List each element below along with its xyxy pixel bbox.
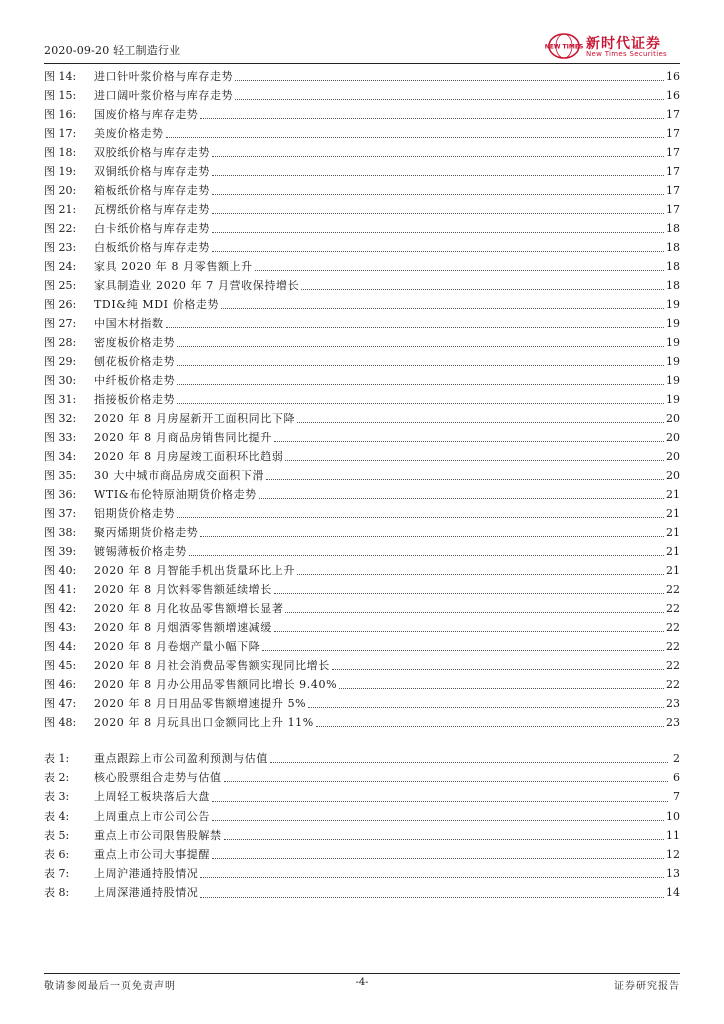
leader-dots	[274, 630, 664, 632]
figure-entry-label: 图 31:	[44, 393, 77, 406]
leader-dots	[177, 516, 664, 518]
page-footer	[44, 977, 680, 993]
leader-dots	[177, 364, 664, 366]
table-entry-label: 表 1:	[44, 752, 70, 765]
figure-entry-title: 白板纸价格与库存走势	[94, 241, 210, 254]
figure-entry-title: 白卡纸价格与库存走势	[94, 222, 210, 235]
figure-entry[interactable]	[44, 314, 680, 333]
figure-entry-page: 17	[666, 146, 680, 159]
leader-dots	[235, 98, 664, 100]
table-entry[interactable]	[44, 807, 680, 826]
leader-dots	[212, 193, 664, 195]
figure-entry[interactable]	[44, 485, 680, 504]
figure-entry[interactable]	[44, 618, 680, 637]
figure-entry[interactable]	[44, 162, 680, 181]
figure-entry-label: 图 25:	[44, 279, 77, 292]
figure-entry-page: 22	[666, 602, 680, 615]
table-entry-title: 上周深港通持股情况	[94, 886, 199, 900]
figure-entry-label: 图 45:	[44, 659, 77, 672]
leader-dots	[255, 269, 664, 271]
leader-dots	[212, 155, 664, 157]
brand-name-cn: 新时代证券	[586, 36, 661, 52]
leader-dots	[270, 761, 668, 763]
figure-entry-label: 图 22:	[44, 222, 77, 235]
figure-entry-title: 双胶纸价格与库存走势	[94, 146, 210, 159]
leader-dots	[224, 838, 664, 840]
table-entry-title: 上周沪港通持股情况	[94, 867, 199, 881]
figure-entry-page: 21	[666, 507, 680, 520]
figure-entry-title: 刨花板价格走势	[94, 355, 176, 368]
figure-entry-page: 21	[666, 545, 680, 558]
figure-entry-page: 21	[666, 526, 680, 539]
leader-dots	[189, 554, 664, 556]
figure-entry-page: 19	[666, 336, 680, 349]
table-entry[interactable]	[44, 787, 680, 806]
figure-entry[interactable]	[44, 542, 680, 561]
logo-text: NEW TIMES	[544, 43, 584, 51]
table-entry-title: 重点上市公司大事提醒	[94, 847, 210, 861]
figure-entry-page: 17	[666, 127, 680, 140]
figure-entry-page: 21	[666, 564, 680, 577]
leader-dots	[212, 174, 664, 176]
leader-dots	[297, 573, 664, 575]
figure-entry-title: 双铜纸价格与库存走势	[94, 165, 210, 178]
table-entry-label: 表 8:	[44, 886, 70, 900]
figure-entry-title: 美废价格走势	[94, 127, 164, 140]
figure-entry[interactable]	[44, 390, 680, 409]
leader-dots	[285, 611, 664, 613]
figure-entry[interactable]	[44, 561, 680, 580]
figure-entry-label: 图 17:	[44, 127, 77, 140]
figure-entry-page: 22	[666, 678, 680, 691]
figure-entry-label: 图 48:	[44, 716, 77, 729]
leader-dots	[200, 117, 664, 119]
table-entry[interactable]	[44, 826, 680, 845]
table-entry[interactable]	[44, 883, 680, 902]
figure-entry-label: 图 32:	[44, 412, 77, 425]
report-type: 证券研究报告	[614, 981, 680, 992]
figure-entry-title: 聚丙烯期货价格走势	[94, 526, 199, 539]
figure-entry-title: 2020 年 8 月卷烟产量小幅下降	[94, 640, 261, 653]
figure-entry-title: TDI&纯 MDI 价格走势	[94, 298, 220, 311]
figure-entry-page: 22	[666, 583, 680, 596]
figure-entry[interactable]	[44, 352, 680, 371]
figure-entry-title: 2020 年 8 月日用品零售额增速提升 5%	[94, 697, 307, 710]
leader-dots	[301, 288, 664, 290]
report-date-industry: 2020-09-20 轻工制造行业	[44, 44, 181, 57]
figure-entry-title: WTI&布伦特原油期货价格走势	[94, 488, 257, 501]
footer-divider	[44, 973, 680, 974]
table-entry[interactable]	[44, 845, 680, 864]
figure-entry-title: 2020 年 8 月社会消费品零售额实现同比增长	[94, 659, 330, 672]
figure-entry-label: 图 34:	[44, 450, 77, 463]
leader-dots	[285, 459, 664, 461]
figure-entry[interactable]	[44, 333, 680, 352]
figure-entry-page: 18	[666, 260, 680, 273]
leader-dots	[332, 668, 664, 670]
figure-entry-page: 20	[666, 431, 680, 444]
figure-list	[44, 67, 680, 732]
figure-entry[interactable]	[44, 599, 680, 618]
figure-entry-label: 图 23:	[44, 241, 77, 254]
figure-entry[interactable]	[44, 504, 680, 523]
figure-entry[interactable]	[44, 694, 680, 713]
figure-entry-label: 图 19:	[44, 165, 77, 178]
figure-entry-label: 图 24:	[44, 260, 77, 273]
figure-entry-label: 图 14:	[44, 70, 77, 83]
leader-dots	[177, 383, 664, 385]
figure-entry-title: 2020 年 8 月化妆品零售额增长显著	[94, 602, 284, 615]
figure-entry-page: 17	[666, 165, 680, 178]
figure-entry[interactable]	[44, 713, 680, 732]
figure-entry[interactable]	[44, 371, 680, 390]
figure-entry-page: 23	[666, 697, 680, 710]
table-entry[interactable]	[44, 768, 680, 787]
leader-dots	[200, 876, 664, 878]
figure-entry[interactable]	[44, 637, 680, 656]
figure-entry-title: 2020 年 8 月房屋竣工面积环比趋弱	[94, 450, 284, 463]
leader-dots	[274, 440, 664, 442]
table-entry-title: 上周重点上市公司公告	[94, 809, 210, 823]
figure-entry-page: 19	[666, 393, 680, 406]
figure-entry-label: 图 20:	[44, 184, 77, 197]
table-entry[interactable]	[44, 864, 680, 883]
figure-entry-title: 密度板价格走势	[94, 336, 176, 349]
figure-entry-label: 图 29:	[44, 355, 77, 368]
figure-entry-page: 17	[666, 108, 680, 121]
figure-entry[interactable]	[44, 466, 680, 485]
figure-entry-label: 图 35:	[44, 469, 77, 482]
figure-entry-title: 瓦楞纸价格与库存走势	[94, 203, 210, 216]
figure-entry-title: 2020 年 8 月房屋新开工面积同比下降	[94, 412, 296, 425]
leader-dots	[212, 212, 664, 214]
leader-dots	[262, 649, 664, 651]
figure-entry-page: 17	[666, 203, 680, 216]
figure-entry-page: 19	[666, 298, 680, 311]
leader-dots	[166, 136, 664, 138]
leader-dots	[212, 857, 664, 859]
figure-entry-label: 图 33:	[44, 431, 77, 444]
figure-entry[interactable]	[44, 257, 680, 276]
figure-entry[interactable]	[44, 409, 680, 428]
leader-dots	[177, 345, 664, 347]
figure-entry-label: 图 37:	[44, 507, 77, 520]
figure-entry-title: 进口针叶浆价格与库存走势	[94, 70, 234, 83]
figure-entry-page: 16	[666, 89, 680, 102]
figure-entry-label: 图 30:	[44, 374, 77, 387]
brand-name-en: New Times Securities	[586, 50, 667, 58]
figure-entry[interactable]	[44, 181, 680, 200]
figure-entry-page: 19	[666, 355, 680, 368]
figure-entry-title: 2020 年 8 月烟酒零售额增速减缓	[94, 621, 272, 634]
leader-dots	[212, 250, 664, 252]
figure-entry-page: 17	[666, 184, 680, 197]
figure-entry-page: 22	[666, 659, 680, 672]
figure-entry-title: 30 大中城市商品房成交面积下滑	[94, 469, 265, 482]
figure-entry[interactable]	[44, 124, 680, 143]
table-entry-label: 表 5:	[44, 828, 70, 842]
leader-dots	[224, 780, 668, 782]
figure-entry[interactable]	[44, 67, 680, 86]
leader-dots	[266, 478, 664, 480]
table-entry-page: 14	[666, 886, 680, 900]
leader-dots	[274, 592, 664, 594]
header-divider	[44, 63, 680, 64]
figure-entry-label: 图 36:	[44, 488, 77, 501]
figure-entry-label: 图 21:	[44, 203, 77, 216]
figure-entry-label: 图 43:	[44, 621, 77, 634]
figure-entry-label: 图 16:	[44, 108, 77, 121]
figure-entry-label: 图 38:	[44, 526, 77, 539]
table-entry-label: 表 7:	[44, 867, 70, 881]
company-logo-icon	[544, 32, 584, 60]
leader-dots	[339, 687, 664, 689]
page-header	[44, 38, 680, 62]
leader-dots	[235, 79, 664, 81]
figure-entry-page: 19	[666, 374, 680, 387]
figure-entry-label: 图 42:	[44, 602, 77, 615]
figure-entry-page: 18	[666, 222, 680, 235]
figure-entry-page: 16	[666, 70, 680, 83]
figure-entry-title: 中纤板价格走势	[94, 374, 176, 387]
figure-entry-title: 2020 年 8 月玩具出口金额同比上升 11%	[94, 716, 314, 729]
figure-entry-title: 铝期货价格走势	[94, 507, 176, 520]
page-number: -4-	[355, 977, 369, 988]
leader-dots	[177, 402, 664, 404]
figure-entry-title: 家具 2020 年 8 月零售额上升	[94, 260, 253, 273]
figure-entry-title: 进口阔叶浆价格与库存走势	[94, 89, 234, 102]
figure-entry-page: 21	[666, 488, 680, 501]
figure-entry-label: 图 18:	[44, 146, 77, 159]
leader-dots	[297, 421, 664, 423]
figure-entry-label: 图 15:	[44, 89, 77, 102]
leader-dots	[212, 231, 664, 233]
figure-entry-label: 图 39:	[44, 545, 77, 558]
table-entry-label: 表 6:	[44, 847, 70, 861]
leader-dots	[316, 725, 664, 727]
figure-entry[interactable]	[44, 105, 680, 124]
figure-entry-page: 22	[666, 621, 680, 634]
table-entry-page: 10	[666, 809, 680, 823]
figure-entry-label: 图 27:	[44, 317, 77, 330]
figure-entry-title: 2020 年 8 月办公用品零售额同比增长 9.40%	[94, 678, 338, 691]
figure-entry-page: 23	[666, 716, 680, 729]
figure-entry[interactable]	[44, 219, 680, 238]
figure-entry[interactable]	[44, 447, 680, 466]
figure-entry-page: 18	[666, 279, 680, 292]
table-entry-label: 表 3:	[44, 790, 70, 804]
table-entry-title: 重点上市公司限售股解禁	[94, 828, 222, 842]
table-entry-page: 12	[666, 847, 680, 861]
table-entry-label: 表 2:	[44, 771, 70, 785]
table-entry-title: 上周轻工板块落后大盘	[94, 790, 210, 804]
figure-entry-page: 20	[666, 412, 680, 425]
figure-entry-title: 2020 年 8 月智能手机出货量环比上升	[94, 564, 296, 577]
figure-entry-title: 家具制造业 2020 年 7 月营收保持增长	[94, 279, 300, 292]
brand-block	[530, 32, 680, 62]
figure-entry[interactable]	[44, 295, 680, 314]
leader-dots	[166, 326, 664, 328]
figure-entry-title: 2020 年 8 月饮料零售额延续增长	[94, 583, 272, 596]
figure-entry-page: 18	[666, 241, 680, 254]
figure-entry-label: 图 41:	[44, 583, 77, 596]
leader-dots	[212, 819, 664, 821]
leader-dots	[259, 497, 664, 499]
figure-entry-title: 箱板纸价格与库存走势	[94, 184, 210, 197]
figure-entry[interactable]	[44, 656, 680, 675]
figure-entry[interactable]	[44, 276, 680, 295]
figure-entry[interactable]	[44, 238, 680, 257]
figure-entry[interactable]	[44, 86, 680, 105]
figure-entry-page: 22	[666, 640, 680, 653]
table-list	[44, 749, 680, 903]
disclaimer-note: 敬请参阅最后一页免责声明	[44, 981, 176, 992]
figure-entry-label: 图 44:	[44, 640, 77, 653]
figure-entry-title: 国废价格与库存走势	[94, 108, 199, 121]
table-entry[interactable]	[44, 749, 680, 768]
leader-dots	[200, 896, 664, 898]
figure-entry-label: 图 26:	[44, 298, 77, 311]
leader-dots	[200, 535, 664, 537]
figure-entry[interactable]	[44, 143, 680, 162]
figure-entry-title: 2020 年 8 月商品房销售同比提升	[94, 431, 272, 444]
table-entry-page: 11	[666, 828, 680, 842]
figure-entry[interactable]	[44, 675, 680, 694]
table-entry-title: 重点跟踪上市公司盈利预测与估值	[94, 752, 268, 765]
figure-entry-label: 图 28:	[44, 336, 77, 349]
table-entry-label: 表 4:	[44, 809, 70, 823]
leader-dots	[212, 800, 668, 802]
figure-entry-label: 图 46:	[44, 678, 77, 691]
figure-entry-title: 镀锡薄板价格走势	[94, 545, 187, 558]
figure-entry[interactable]	[44, 428, 680, 447]
figure-entry-page: 20	[666, 450, 680, 463]
figure-entry-label: 图 40:	[44, 564, 77, 577]
table-entry-page: 7	[673, 790, 680, 804]
figure-entry[interactable]	[44, 523, 680, 542]
leader-dots	[221, 307, 664, 309]
table-entry-page: 13	[666, 867, 680, 881]
figure-entry-page: 20	[666, 469, 680, 482]
table-entry-page: 6	[673, 771, 680, 785]
figure-entry-label: 图 47:	[44, 697, 77, 710]
leader-dots	[308, 706, 664, 708]
table-entry-page: 2	[673, 752, 680, 765]
table-entry-title: 核心股票组合走势与估值	[94, 771, 222, 785]
figure-entry[interactable]	[44, 200, 680, 219]
figure-entry-title: 指接板价格走势	[94, 393, 176, 406]
figure-entry-title: 中国木材指数	[94, 317, 164, 330]
figure-entry-page: 19	[666, 317, 680, 330]
figure-entry[interactable]	[44, 580, 680, 599]
